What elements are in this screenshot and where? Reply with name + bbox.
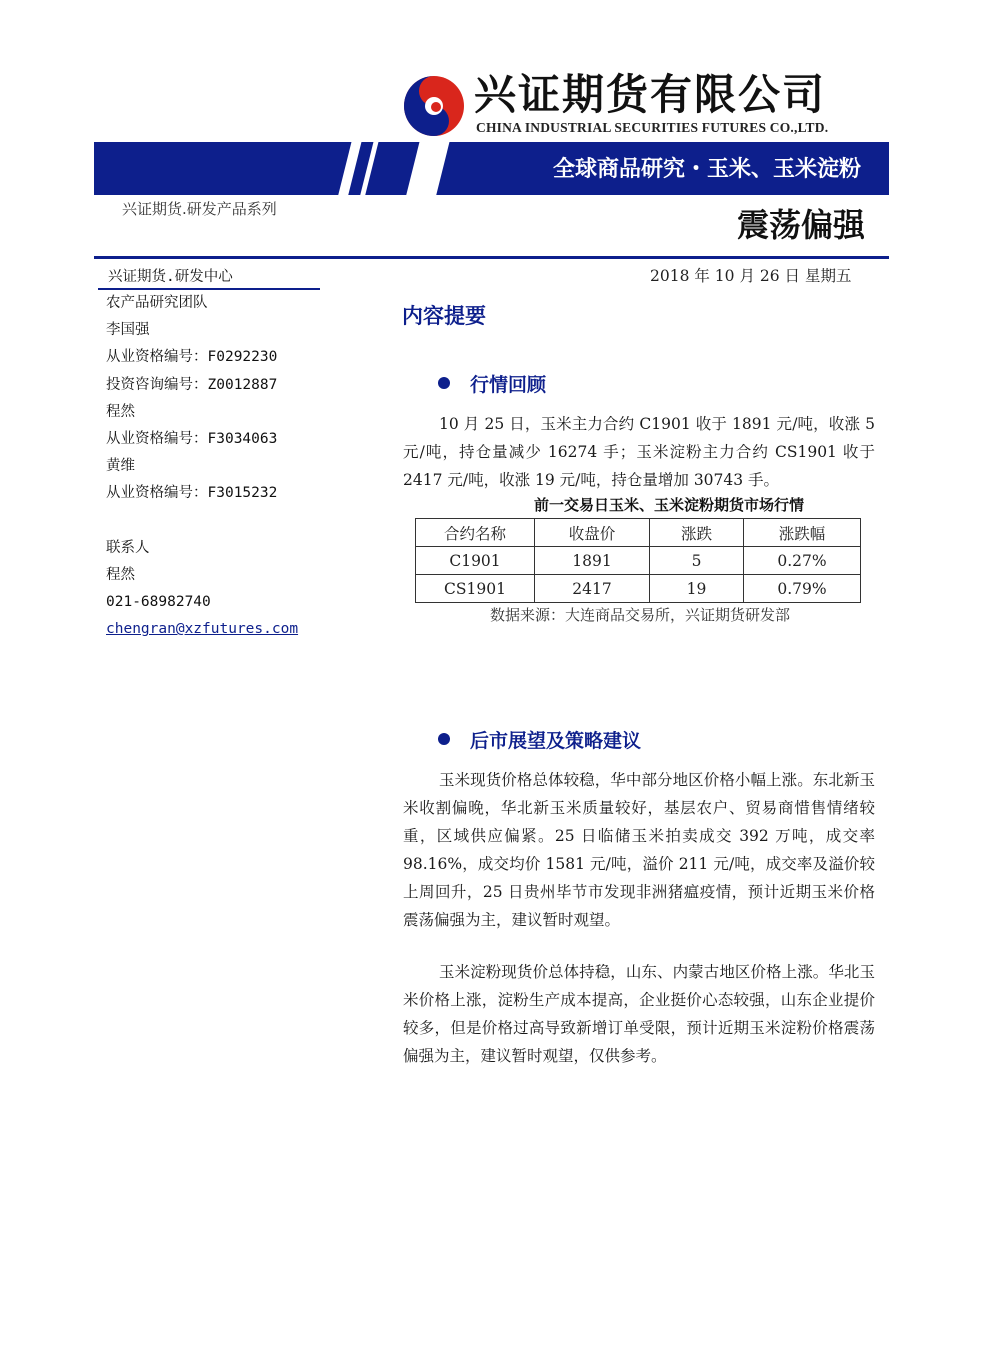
bullet-icon xyxy=(438,377,450,389)
table-cell: 2417 xyxy=(535,575,650,603)
team-name: 农产品研究团队 xyxy=(106,295,208,311)
contact-phone: 021-68982740 xyxy=(106,594,211,611)
quote-table xyxy=(415,518,861,603)
table-cell: 0.27% xyxy=(744,547,861,575)
table-row xyxy=(416,547,861,575)
table-caption: 前一交易日玉米、玉米淀粉期货市场行情 xyxy=(533,496,804,514)
table-cell: CS1901 xyxy=(416,575,535,603)
banner-title: 全球商品研究・玉米、玉米淀粉 xyxy=(552,157,861,182)
series-label: 兴证期货.研发产品系列 xyxy=(122,200,277,218)
market-review-paragraph: 10 月 25 日，玉米主力合约 C1901 收于 1891 元/吨，收涨 5 元/吨，持仓量减少 16274 手；玉米淀粉主力合约 CS1901 收于 2417 元/吨，收涨 19 元/吨，持仓量增加 30743 手。 xyxy=(403,415,875,489)
summary-title: 内容提要 xyxy=(402,304,486,328)
table-cell: 5 xyxy=(650,547,744,575)
research-center-heading: 兴证期货.研发中心 xyxy=(98,266,320,290)
analyst-name: 黄维 xyxy=(106,458,135,475)
section-heading-outlook: 后市展望及策略建议 xyxy=(438,726,641,753)
column-header: 涨跌 xyxy=(650,519,744,547)
table-cell: 19 xyxy=(650,575,744,603)
author-sidebar xyxy=(98,266,320,643)
table-source-note: 数据来源：大连商品交易所，兴证期货研发部 xyxy=(490,606,791,624)
analyst-name: 李国强 xyxy=(106,322,150,339)
analyst-name: 程然 xyxy=(106,403,135,420)
column-header: 收盘价 xyxy=(535,519,650,547)
outlook-paragraph-starch: 玉米淀粉现货价总体持稳，山东、内蒙古地区价格上涨。华北玉米价格上涨，淀粉生产成本提高，企业挺价心态较强，山东企业提价较多，但是价格过高导致新增订单受限，预计近期玉米淀粉价格震荡偏强为主，建议暂时观望，仅供参考。 xyxy=(403,963,875,1065)
report-banner xyxy=(94,142,889,195)
report-title: 震荡偏强 xyxy=(737,206,866,244)
qualification-number: 从业资格编号：F3015232 xyxy=(106,485,278,502)
bullet-icon xyxy=(438,733,450,745)
qualification-number: 从业资格编号：F3034063 xyxy=(106,430,278,447)
company-name-cn: 兴证期货有限公司 xyxy=(474,70,827,119)
contact-email-link[interactable]: chengran@xzfutures.com xyxy=(106,621,299,638)
spacer xyxy=(98,508,320,535)
table-cell: 0.79% xyxy=(744,575,861,603)
qualification-number: 从业资格编号：F0292230 xyxy=(106,349,278,366)
company-logo-icon xyxy=(402,74,466,138)
consulting-number: 投资咨询编号：Z0012887 xyxy=(106,376,278,393)
contact-label: 联系人 xyxy=(106,539,150,556)
outlook-paragraph-corn: 玉米现货价格总体较稳，华中部分地区价格小幅上涨。东北新玉米收割偏晚，华北新玉米质量较好，基层农户、贸易商惜售情绪较重，区域供应偏紧。25 日临储玉米拍卖成交 392 万吨，成交率 98.16%，成交均价 1581 元/吨，溢价 211 元/吨，成交率及溢价较上周回升，25 日贵州毕节市发现非洲猪瘟疫情，预计近期玉米价格震荡偏强为主，建议暂时观望。 xyxy=(403,771,875,929)
report-date: 2018 年 10 月 26 日 星期五 xyxy=(650,267,852,285)
header-divider xyxy=(94,256,889,259)
column-header: 合约名称 xyxy=(416,519,535,547)
company-name-en: CHINA INDUSTRIAL SECURITIES FUTURES CO.,LTD. xyxy=(476,120,829,135)
column-header: 涨跌幅 xyxy=(744,519,861,547)
section-heading-market-review: 行情回顾 xyxy=(438,370,546,397)
table-cell: 1891 xyxy=(535,547,650,575)
contact-name: 程然 xyxy=(106,566,135,583)
table-header-row xyxy=(416,519,861,547)
table-cell: C1901 xyxy=(416,547,535,575)
table-row xyxy=(416,575,861,603)
